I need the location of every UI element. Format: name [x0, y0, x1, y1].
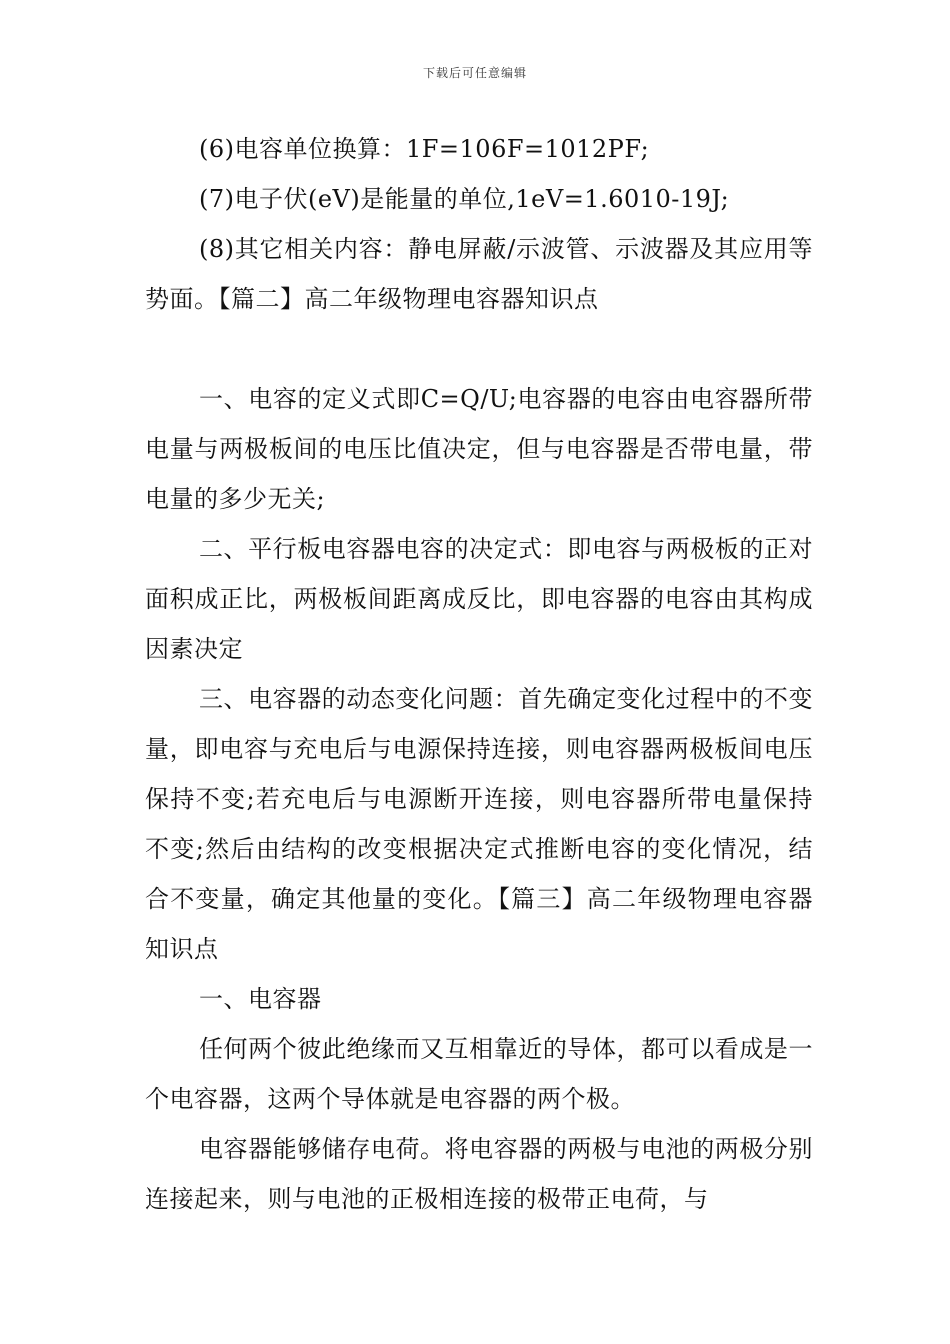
paragraph-charge-storage: 电容器能够储存电荷。将电容器的两极与电池的两极分别连接起来，则与电池的正极相连接的极带正电荷，与	[145, 1135, 813, 1213]
paragraph-capacitance-definition: 一、电容的定义式即C=Q/U;电容器的电容由电容器所带电量与两极板间的电压比值决定，但与电容器是否带电量，带电量的多少无关;	[145, 385, 813, 513]
paragraph-parallel-plate: 二、平行板电容器电容的决定式：即电容与两极板的正对面积成正比，两极板间距离成反比，即电容器的电容由其构成因素决定	[145, 535, 813, 663]
paragraph-gap	[145, 324, 813, 374]
document-body	[145, 124, 813, 1224]
paragraph-dynamic-change: 三、电容器的动态变化问题：首先确定变化过程中的不变量，即电容与充电后与电源保持连接，则电容器两极板间电压保持不变;若充电后与电源断开连接，则电容器所带电量保持不变;然后由结构的改变根据决定式推断电容的变化情况，结合不变量，确定其他量的变化。【篇三】高二年级物理电容器知识点	[145, 685, 813, 963]
page-header-note: 下载后可任意编辑	[422, 66, 527, 80]
paragraph-electron-volt: (7)电子伏(eV)是能量的单位,1eV=1.6010-19J;	[199, 185, 730, 213]
paragraph-capacitor-definition: 任何两个彼此绝缘而又互相靠近的导体，都可以看成是一个电容器，这两个导体就是电容器的两个极。	[145, 1035, 813, 1113]
section-heading-capacitor: 一、电容器	[199, 985, 322, 1013]
paragraph-unit-conversion: (6)电容单位换算：1F=106F=1012PF;	[199, 135, 650, 163]
paragraph-other-content: (8)其它相关内容：静电屏蔽/示波管、示波器及其应用等势面。【篇二】高二年级物理电容器知识点	[145, 235, 813, 313]
